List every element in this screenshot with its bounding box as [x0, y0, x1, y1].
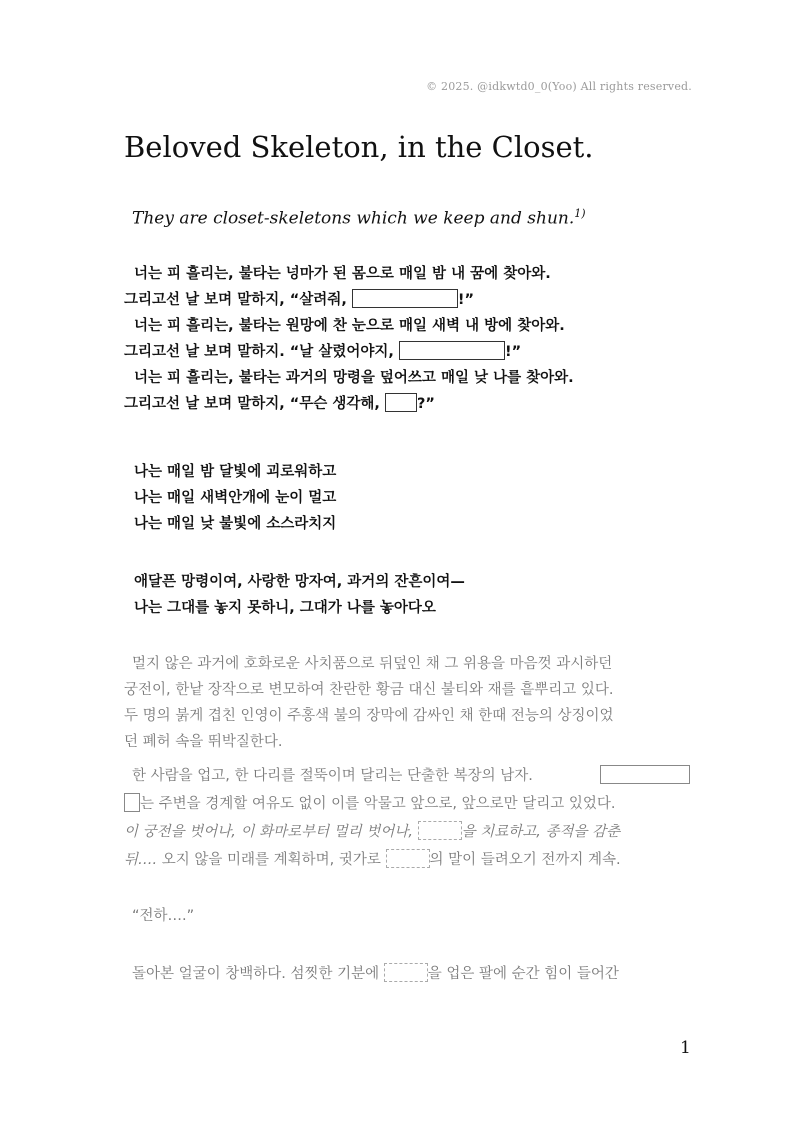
- poem-line: 나는 그대를 놓지 못하니, 그대가 나를 놓아다오: [134, 600, 436, 616]
- prose-line: 던 폐허 속을 뛰박질한다.: [124, 734, 283, 750]
- name-blank-box: [352, 289, 458, 308]
- epigraph-text: They are closet-skeletons which we keep and shun.: [132, 208, 575, 229]
- name-blank-box: [124, 793, 140, 812]
- prose-line: 두 명의 붉게 겹친 인영이 주홍색 불의 장막에 감싸인 채 한때 전능의 상징이었: [124, 708, 614, 724]
- prose-line: 한 사람을 업고, 한 다리를 절뚝이며 달리는 단출한 복장의 남자.: [132, 768, 533, 784]
- name-blank-box: [399, 341, 505, 360]
- page-number: 1: [680, 1038, 691, 1058]
- name-blank-box: [600, 765, 690, 784]
- footnote-mark: 1): [574, 207, 586, 220]
- prose-line: 돌아본 얼굴이 창백하다. 섬찟한 기분에 을 업은 팔에 순간 힘이 들어간: [132, 962, 619, 983]
- poem-line: 너는 피 흘리는, 불타는 과거의 망령을 덮어쓰고 매일 낮 나를 찾아와.: [134, 370, 574, 386]
- poem-line: 그리고선 날 보며 말하지, “무슨 생각해, ?”: [124, 392, 435, 413]
- name-blank-box: [384, 963, 428, 982]
- dialogue-line: “전하….”: [132, 908, 195, 924]
- prose-line: 멀지 않은 과거에 호화로운 사치품으로 뒤덮인 채 그 위용을 마음껏 과시하던: [132, 656, 613, 672]
- prose-line: 는 주변을 경계할 여유도 없이 이를 악물고 앞으로, 앞으로만 달리고 있었다.: [124, 792, 616, 813]
- epigraph: [132, 207, 586, 229]
- poem-line: 애달픈 망령이여, 사랑한 망자여, 과거의 잔흔이여—: [134, 574, 465, 590]
- page-title: Beloved Skeleton, in the Closet.: [124, 130, 594, 164]
- poem-line: 나는 매일 새벽안개에 눈이 멀고: [134, 490, 337, 506]
- poem-line: 나는 매일 밤 달빛에 괴로워하고: [134, 464, 337, 480]
- poem-line: 너는 피 흘리는, 불타는 원망에 찬 눈으로 매일 새벽 내 방에 찾아와.: [134, 318, 565, 334]
- prose-line: 궁전이, 한낱 장작으로 변모하여 찬란한 황금 대신 불티와 재를 흩뿌리고 있다.: [124, 682, 614, 698]
- name-blank-box: [385, 393, 417, 412]
- name-blank-box: [418, 821, 462, 840]
- prose-line: 뒤…. 오지 않을 미래를 계획하며, 귓가로 의 말이 들려오기 전까지 계속.: [124, 848, 621, 869]
- poem-line: 너는 피 흘리는, 불타는 넝마가 된 몸으로 매일 밤 내 꿈에 찾아와.: [134, 266, 551, 282]
- poem-line: 그리고선 날 보며 말하지, “살려줘, !”: [124, 288, 474, 309]
- poem-line: 나는 매일 낮 불빛에 소스라치지: [134, 516, 337, 532]
- copyright-notice: © 2025. @idkwtd0_0(Yoo) All rights reserved.: [426, 80, 692, 93]
- prose-line: 이 궁전을 벗어나, 이 화마로부터 멀리 벗어나, 을 치료하고, 종적을 감춘: [124, 820, 620, 841]
- poem-line: 그리고선 날 보며 말하지. “날 살렸어야지, !”: [124, 340, 521, 361]
- name-blank-box: [386, 849, 430, 868]
